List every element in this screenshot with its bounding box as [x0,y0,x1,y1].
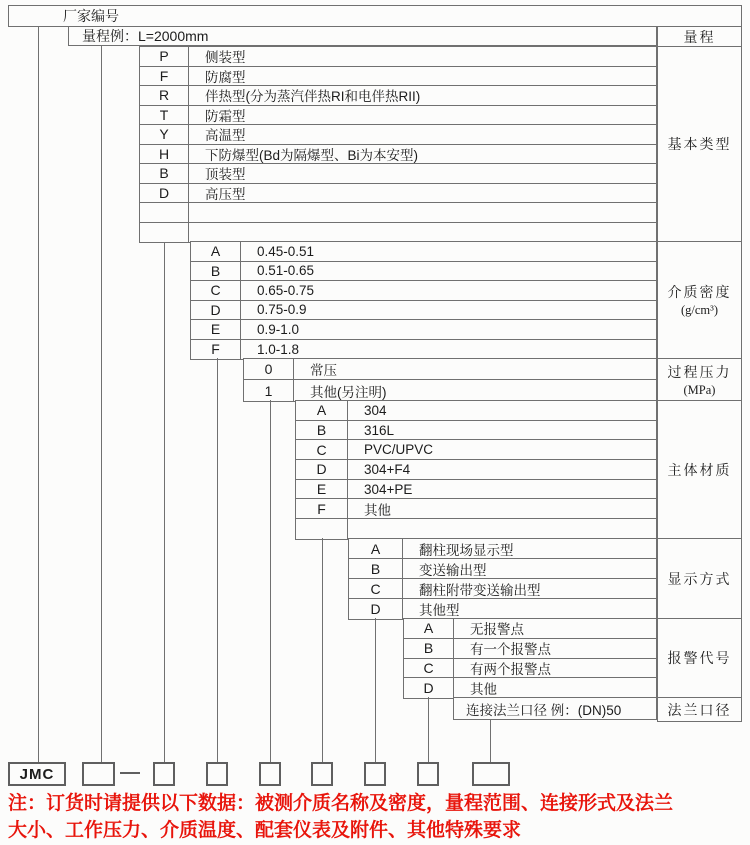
desc-cell: 高压型 [205,186,246,202]
code-cell: P [140,47,189,66]
category-label-flange [658,698,741,721]
desc-cell: 防霜型 [205,108,246,124]
desc-cell: 0.9-1.0 [257,321,300,337]
table-row [296,401,656,421]
desc-cell [348,519,656,539]
connector-line-display [375,618,376,762]
connector-line-density [217,358,218,762]
category-label-display [658,539,741,619]
table-row [296,421,656,441]
code-cell: T [140,106,189,125]
code-box-display [364,762,386,786]
category-label-basic-type [658,47,741,242]
code-cell: B [296,421,348,440]
ordering-note [8,790,750,844]
code-cell: D [404,678,454,698]
category-text: 主体材质 [667,463,732,479]
table-row [140,47,656,67]
category-text: 基本类型 [667,138,732,153]
category-text: 报警代号 [667,652,732,667]
code-cell [140,223,189,243]
code-cell: Y [140,125,189,144]
flange-size-row [453,697,657,720]
code-cell: A [349,539,403,558]
connector-line-flange [490,720,491,762]
desc-cell: 0.75-0.9 [257,302,307,318]
section-pressure [243,358,657,402]
code-cell: C [296,440,348,459]
category-label-range [658,27,741,47]
table-row [191,320,656,340]
code-cell: A [296,401,348,420]
connector-line-alarm [428,697,429,762]
table-row [140,67,656,87]
code-cell: D [349,599,403,619]
table-row [404,678,656,698]
desc-cell: 顶装型 [205,167,246,183]
ordering-note-line2: 大小、工作压力、介质温度、配套仪表及附件、其他特殊要求 [8,820,522,841]
desc-cell: 其他 [470,682,497,698]
table-row [404,659,656,679]
code-cell: B [140,164,189,183]
code-cell: D [191,301,241,320]
desc-cell: 变送输出型 [419,562,487,578]
code-cell: F [191,340,241,360]
table-row [404,619,656,639]
table-row [349,559,656,579]
table-row [296,460,656,480]
table-row [296,519,656,539]
category-text: 显示方式 [667,572,732,588]
desc-cell: 304+F4 [364,461,411,477]
desc-cell: 316L [364,422,395,438]
desc-cell: 304+PE [364,481,413,497]
code-cell: C [349,579,403,598]
table-row [140,164,656,184]
desc-cell: 防腐型 [205,69,246,85]
code-box-density [206,762,228,786]
desc-cell: 有两个报警点 [470,661,551,677]
code-cell: A [191,242,241,261]
category-label-material [658,401,741,539]
code-cell: A [404,619,454,638]
table-row [140,203,656,223]
desc-cell: 1.0-1.8 [257,341,300,357]
code-cell: F [296,499,348,518]
range-example-box [68,26,657,46]
desc-cell: 常压 [310,363,337,378]
code-cell: E [191,320,241,339]
table-row [244,359,656,380]
desc-cell: 其他(另注明) [310,384,387,400]
table-row [349,579,656,599]
table-row [296,440,656,460]
section-basic-type [139,46,657,243]
table-row [140,223,656,243]
code-cell: E [296,480,348,499]
desc-cell: 无报警点 [470,622,524,638]
code-cell: B [404,639,454,658]
code-cell: D [296,460,348,479]
code-cell: H [140,145,189,164]
table-row [349,539,656,559]
desc-cell: 侧装型 [205,50,246,66]
table-row [140,145,656,165]
code-cell: 1 [244,380,294,401]
factory-number-label: 厂家编号 [63,8,119,24]
connector-line-factory [38,27,39,762]
ordering-note-line1: 注：订货时请提供以下数据：被测介质名称及密度，量程范围、连接形式及法兰 [8,793,674,814]
table-row [191,262,656,282]
category-text: 介质密度 [667,286,732,301]
table-row [404,639,656,659]
section-display [348,538,657,620]
code-box-range [82,762,115,786]
code-cell: C [404,659,454,678]
section-alarm [403,618,657,699]
code-cell [296,519,348,539]
code-cell: R [140,86,189,105]
code-box-material [311,762,333,786]
category-unit: (MPa) [683,382,716,397]
table-row [140,125,656,145]
category-unit: (g/cm³) [680,303,719,317]
table-row [191,301,656,321]
desc-cell: 高温型 [205,128,246,144]
code-box-basic-type [153,762,175,786]
code-cell [140,203,189,222]
dash-separator [120,772,140,774]
table-row [191,242,656,262]
code-cell: D [140,184,189,203]
table-row [244,380,656,401]
code-cell: 0 [244,359,294,379]
range-example-label: 量程例：L=2000mm [82,28,209,44]
desc-cell: 0.65-0.75 [257,282,315,298]
category-label-alarm [658,619,741,698]
desc-cell: 304 [364,402,387,418]
table-row [349,599,656,619]
table-row [140,106,656,126]
desc-cell: 0.51-0.65 [257,263,315,279]
connector-line-range [101,46,102,762]
desc-cell: 其他 [364,502,391,518]
factory-number-box [8,5,742,27]
desc-cell: 翻柱现场显示型 [419,542,514,558]
code-cell: B [191,262,241,281]
connector-line-basic-type [164,243,165,762]
desc-cell: 伴热型(分为蒸汽伴热RI和电伴热RII) [205,89,421,105]
desc-cell: 其他型 [419,603,460,618]
section-material [295,400,657,540]
table-row [191,340,656,360]
connector-line-material [322,538,323,762]
desc-cell [189,223,656,243]
code-cell: C [191,281,241,300]
table-row [140,184,656,204]
table-row [191,281,656,301]
table-row [140,86,656,106]
desc-cell [189,203,656,222]
model-prefix-box [8,762,66,786]
table-row [296,480,656,500]
desc-cell: 翻柱附带变送输出型 [419,582,541,598]
category-text: 法兰口径 [667,703,732,719]
code-box-pressure [259,762,281,786]
category-label-density [658,242,741,359]
desc-cell: 下防爆型(Bd为隔爆型、Bi为本安型) [205,147,419,163]
code-box-alarm [417,762,439,786]
table-row [296,499,656,519]
desc-cell: 有一个报警点 [470,642,551,658]
code-cell: B [349,559,403,578]
section-density [190,241,657,360]
connector-line-pressure [270,400,271,762]
category-text: 量程 [683,30,716,46]
code-box-flange [472,762,510,786]
code-cell: F [140,67,189,86]
model-prefix-text: JMC [19,765,55,783]
category-label-pressure [658,359,741,401]
desc-cell: PVC/UPVC [364,442,434,458]
desc-cell: 0.45-0.51 [257,243,315,259]
category-text: 过程压力 [667,365,732,381]
category-column [657,26,742,722]
flange-size-label: 连接法兰口径 例：(DN)50 [466,702,622,718]
